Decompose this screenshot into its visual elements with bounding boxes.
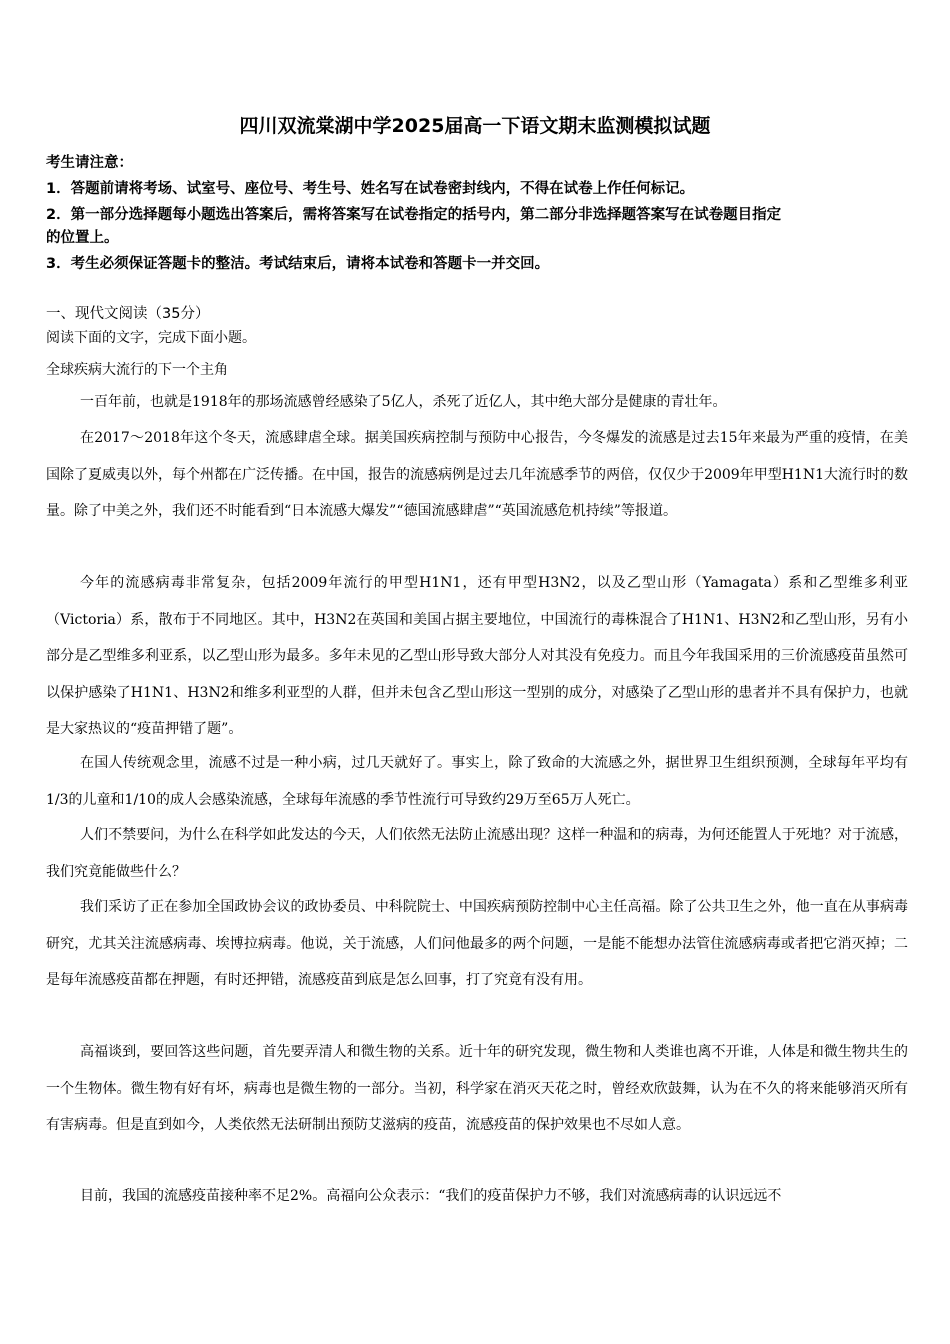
article-paragraph: 目前，我国的流感疫苗接种率不足2%。高福向公众表示：“我们的疫苗保护力不够，我们对流感病毒的认识远远不 (80, 1188, 782, 1204)
reading-instruction: 阅读下面的文字，完成下面小题。 (46, 330, 256, 346)
article-title: 全球疾病大流行的下一个主角 (46, 362, 228, 378)
notice-item: 2．第一部分选择题每小题选出答案后，需将答案写在试卷指定的括号内，第二部分非选择题答案写在试卷题目指定 (46, 207, 782, 223)
section-heading: 一、现代文阅读（35分） (46, 306, 210, 322)
page-title: 四川双流棠湖中学2025届高一下语文期末监测模拟试题 (239, 115, 711, 137)
article-paragraph: 我们采访了正在参加全国政协会议的政协委员、中科院院士、中国疾病预防控制中心主任高福。除了公共卫生之外，他一直在从事病毒研究，尤其关注流感病毒、埃博拉病毒。他说，关于流感，人们问他最多的两个问题，一是能不能想办法管住流感病毒或者把它消灭掉；二是每年流感疫苗都在押题，有时还押错，流感疫苗到底是怎么回事，打了究竟有没有用。 (46, 899, 908, 988)
notice-item: 3．考生必须保证答题卡的整洁。考试结束后，请将本试卷和答题卡一并交回。 (46, 256, 550, 272)
article-paragraph: 今年的流感病毒非常复杂，包括2009年流行的甲型H1N1，还有甲型H3N2，以及乙型山形（Yamagata）系和乙型维多利亚（Victoria）系，散布于不同地区。其中，H3N2在英国和美国占据主要地位，中国流行的毒株混合了H1N1、H3N2和乙型山形，另有小部分是乙型维多利亚系，以乙型山形为最多。多年未见的乙型山形导致大部分人对其没有免疫力。而且今年我国采用的三价流感疫苗虽然可以保护感染了H1N1、H3N2和维多利亚型的人群，但并未包含乙型山形这一型别的成分，对感染了乙型山形的患者并不具有保护力，也就是大家热议的“疫苗押错了题”。 (46, 575, 908, 737)
article-paragraph: 人们不禁要问，为什么在科学如此发达的今天，人们依然无法防止流感出现？这样一种温和的病毒，为何还能置人于死地？对于流感，我们究竟能做些什么？ (46, 827, 908, 880)
article-paragraph: 在2017～2018年这个冬天，流感肆虐全球。据美国疾病控制与预防中心报告，今冬爆发的流感是过去15年来最为严重的疫情，在美国除了夏威夷以外，每个州都在广泛传播。在中国，报告的流感病例是过去几年流感季节的两倍，仅仅少于2009年甲型H1N1大流行时的数量。除了中美之外，我们还不时能看到“日本流感大爆发”“德国流感肆虐”“英国流感危机持续”等报道。 (46, 430, 908, 519)
article-paragraph: 高福谈到，要回答这些问题，首先要弄清人和微生物的关系。近十年的研究发现，微生物和人类谁也离不开谁，人体是和微生物共生的一个生物体。微生物有好有坏，病毒也是微生物的一部分。当初，科学家在消灭天花之时，曾经欢欣鼓舞，认为在不久的将来能够消灭所有有害病毒。但是直到如今，人类依然无法研制出预防艾滋病的疫苗，流感疫苗的保护效果也不尽如人意。 (46, 1044, 908, 1133)
notice-item: 的位置上。 (46, 230, 119, 246)
article-paragraph: 一百年前，也就是1918年的那场流感曾经感染了5亿人，杀死了近亿人，其中绝大部分是健康的青壮年。 (80, 394, 727, 410)
notice-heading: 考生请注意： (46, 155, 133, 171)
notice-item: 1．答题前请将考场、试室号、座位号、考生号、姓名写在试卷密封线内，不得在试卷上作任何标记。 (46, 181, 695, 197)
article-paragraph: 在国人传统观念里，流感不过是一种小病，过几天就好了。事实上，除了致命的大流感之外，据世界卫生组织预测，全球每年平均有1/3的儿童和1/10的成人会感染流感，全球每年流感的季节性流行可导致约29万至65万人死亡。 (46, 755, 908, 808)
